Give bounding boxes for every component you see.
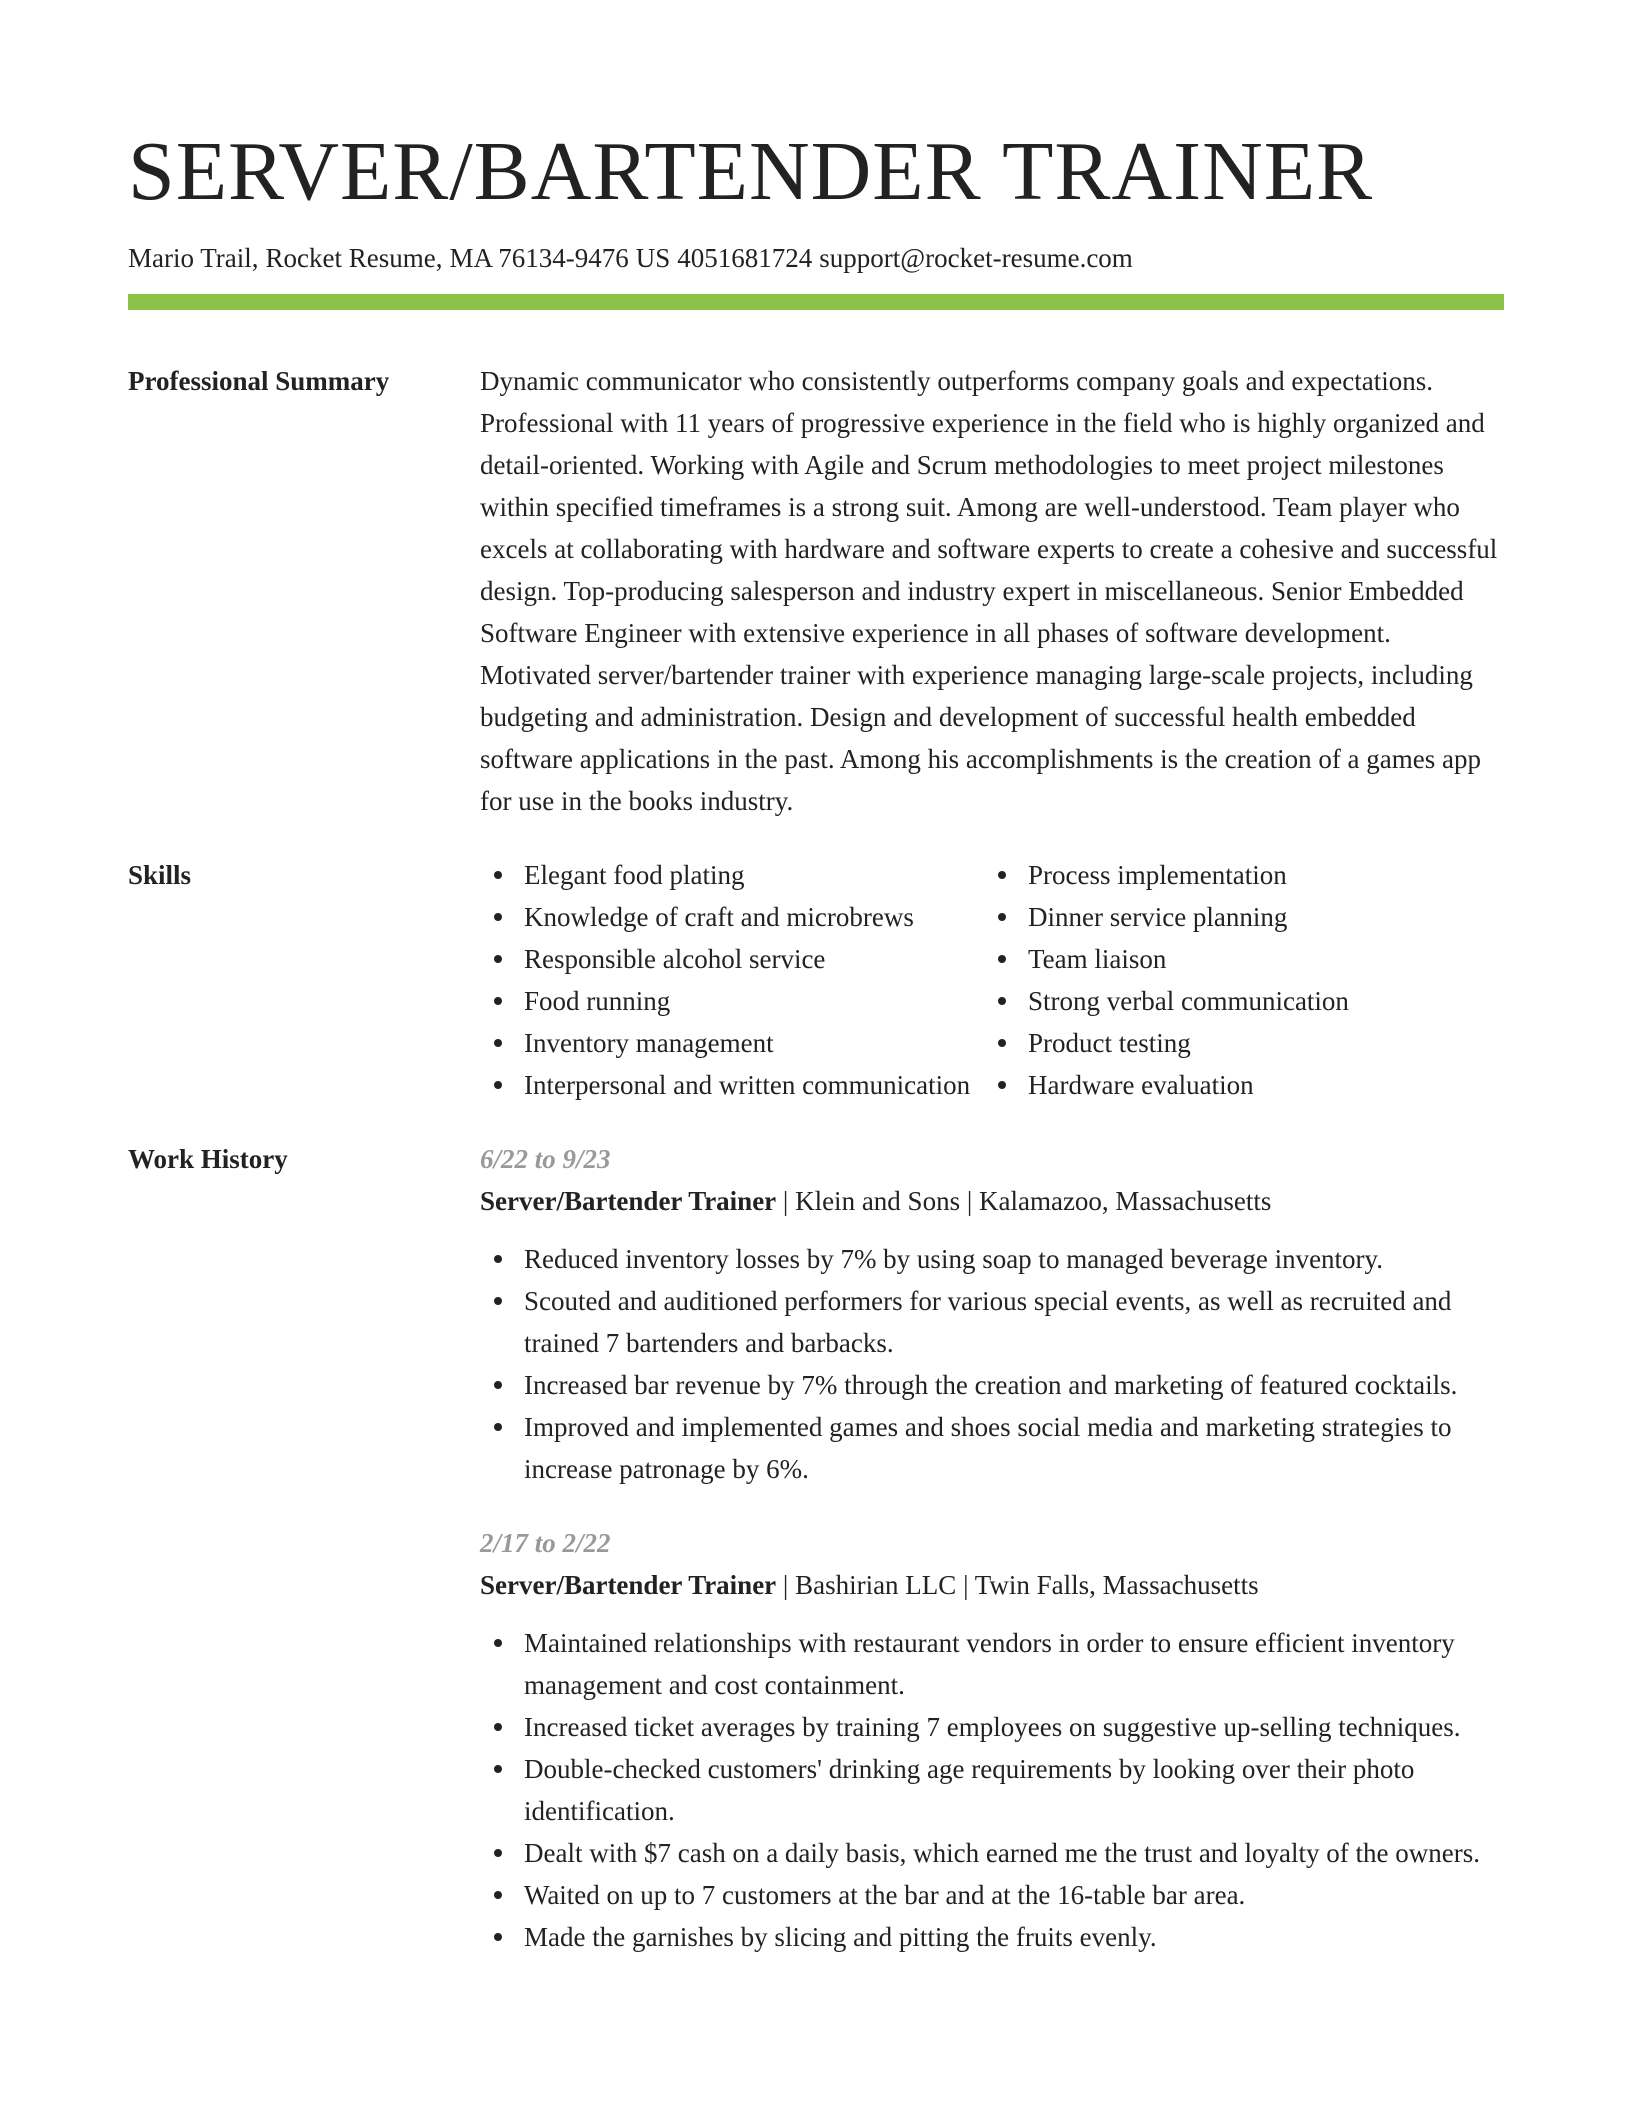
job-bullet: Improved and implemented games and shoes social media and marketing strategies to increase patronage by 6%. [480, 1406, 1504, 1490]
summary-text: Dynamic communicator who consistently outperforms company goals and expectations. Professional with 11 years of progressive experience in the field who is highly organized and detail-oriented. Working with Agile and Scrum methodologies to meet project milestones within specified timeframes is a strong suit. Among are well-understood. Team player who excels at collaborating with hardware and software experts to create a cohesive and successful design. Top-producing salesperson and industry expert in miscellaneous. Senior Embedded Software Engineer with extensive experience in all phases of software development. Motivated server/bartender trainer with experience managing large-scale projects, including budgeting and administration. Design and development of successful health embedded software applications in the past. Among his accomplishments is the creation of a games app for use in the books industry. [480, 366, 1498, 816]
skill-item: Responsible alcohol service [480, 938, 984, 980]
job-bullet: Reduced inventory losses by 7% by using soap to managed beverage inventory. [480, 1238, 1504, 1280]
skill-item: Strong verbal communication [984, 980, 1488, 1022]
job-separator: | [782, 1186, 789, 1216]
job-bullet: Maintained relationships with restaurant vendors in order to ensure efficient inventory management and cost containment. [480, 1622, 1504, 1706]
skill-item: Team liaison [984, 938, 1488, 980]
skill-item: Hardware evaluation [984, 1064, 1488, 1106]
job-bullet: Made the garnishes by slicing and pitting the fruits evenly. [480, 1916, 1504, 1958]
job-bullet: Double-checked customers' drinking age requirements by looking over their photo identification. [480, 1748, 1504, 1832]
summary-label: Professional Summary [128, 366, 390, 396]
job-location: Twin Falls, Massachusetts [974, 1570, 1259, 1600]
skills-list-right [984, 854, 1488, 1106]
skill-item: Interpersonal and written communication [480, 1064, 984, 1106]
job-dates: 6/22 to 9/23 [480, 1144, 611, 1174]
contact-country: US [635, 243, 671, 273]
contact-street: Mario Trail, [128, 243, 259, 273]
header-divider [128, 294, 1504, 310]
job-separator: | [963, 1570, 969, 1600]
resume-name-heading: SERVER/BARTENDER TRAINER [128, 125, 1374, 218]
work-history-section [128, 1138, 1504, 1958]
job-heading [480, 1180, 1504, 1222]
skill-item: Knowledge of craft and microbrews [480, 896, 984, 938]
skill-item: Product testing [984, 1022, 1488, 1064]
job-bullet: Dealt with $7 cash on a daily basis, which earned me the trust and loyalty of the owners. [480, 1832, 1504, 1874]
contact-state-zip: MA 76134-9476 [449, 243, 629, 273]
job-entry [480, 1138, 1504, 1490]
contact-email[interactable]: support@rocket-resume.com [819, 243, 1133, 273]
job-bullet: Scouted and auditioned performers for various special events, as well as recruited and trained 7 bartenders and barbacks. [480, 1280, 1504, 1364]
job-bullet: Increased bar revenue by 7% through the creation and marketing of featured cocktails. [480, 1364, 1504, 1406]
job-company: Bashirian LLC [795, 1570, 957, 1600]
skill-item: Inventory management [480, 1022, 984, 1064]
job-title: Server/Bartender Trainer [480, 1186, 777, 1216]
skill-item: Dinner service planning [984, 896, 1488, 938]
job-location: Kalamazoo, Massachusetts [978, 1186, 1272, 1216]
summary-section [128, 360, 1504, 822]
skills-section [128, 854, 1504, 1106]
job-title: Server/Bartender Trainer [480, 1570, 777, 1600]
job-separator: | [966, 1186, 973, 1216]
job-bullets [480, 1622, 1504, 1958]
skills-list-left [480, 854, 984, 1106]
skill-item: Food running [480, 980, 984, 1022]
skill-item: Process implementation [984, 854, 1488, 896]
work-history-label: Work History [128, 1144, 288, 1174]
skill-item: Elegant food plating [480, 854, 984, 896]
resume-page [128, 0, 1504, 1958]
contact-city: Rocket Resume, [265, 243, 443, 273]
job-dates: 2/17 to 2/22 [480, 1528, 611, 1558]
job-bullet: Increased ticket averages by training 7 employees on suggestive up-selling techniques. [480, 1706, 1504, 1748]
contact-phone: 4051681724 [677, 243, 813, 273]
job-company: Klein and Sons [795, 1186, 961, 1216]
job-bullets [480, 1238, 1504, 1490]
job-heading [480, 1564, 1504, 1606]
job-entry [480, 1522, 1504, 1958]
contact-line [128, 242, 1504, 274]
job-bullet: Waited on up to 7 customers at the bar and at the 16-table bar area. [480, 1874, 1504, 1916]
job-separator: | [782, 1570, 789, 1600]
skills-label: Skills [128, 860, 192, 890]
